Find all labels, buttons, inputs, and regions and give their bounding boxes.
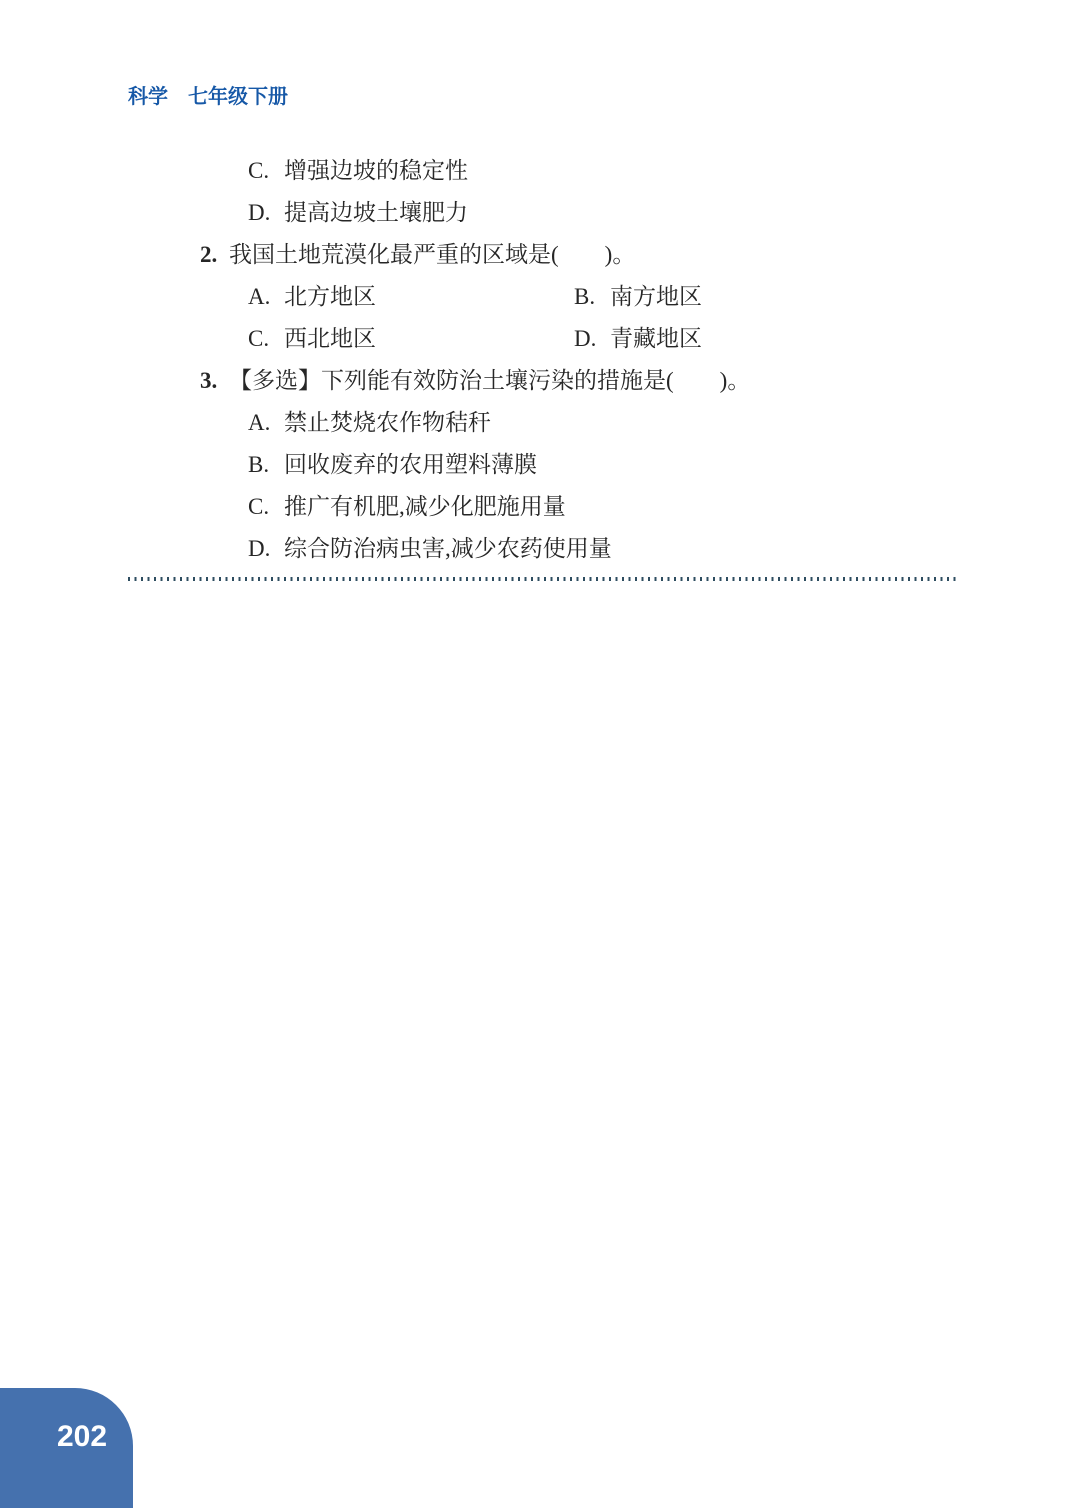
option-letter: B. [248,452,270,477]
option-text: 回收废弃的农用塑料薄膜 [284,452,537,477]
option-text: 增强边坡的稳定性 [284,158,468,183]
q2-option-b [574,276,702,318]
option-letter: A. [248,410,271,435]
question-number: 2. [200,242,218,267]
q3-option-b [248,444,537,486]
option-text: 推广有机肥,减少化肥施用量 [284,494,566,519]
dotted-divider [128,577,959,581]
option-text: 北方地区 [284,284,376,309]
q2-options-row-2 [0,318,1088,360]
q1-option-c [248,150,468,192]
q2-option-d [574,318,702,360]
option-letter: B. [574,284,596,309]
option-letter: C. [248,494,270,519]
option-text: 青藏地区 [610,326,702,351]
option-text: 西北地区 [284,326,376,351]
running-head-subject: 科学 [128,86,168,108]
multi-select-tag: 【多选】 [229,368,321,393]
option-letter: D. [248,536,271,561]
running-head-space [168,86,188,108]
q3-option-d [248,528,612,570]
option-letter: C. [248,326,270,351]
q2-option-a [248,276,376,318]
option-letter: A. [248,284,271,309]
question-stem-text: 我国土地荒漠化最严重的区域是( )。 [229,242,636,267]
running-head-grade: 七年级下册 [188,86,288,108]
option-text: 提高边坡土壤肥力 [284,200,468,225]
question-2-stem [200,234,635,276]
q2-option-c [248,318,376,360]
option-letter: D. [248,200,271,225]
q3-option-a [248,402,491,444]
option-letter: C. [248,158,270,183]
question-3-stem [200,360,750,402]
question-stem-text: 下列能有效防治土壤污染的措施是( )。 [321,368,751,393]
option-text: 南方地区 [610,284,702,309]
option-text: 禁止焚烧农作物秸秆 [284,410,491,435]
question-number: 3. [200,368,218,393]
page-number: 202 [56,1420,108,1453]
page-number-tab [0,1388,133,1508]
running-head [128,80,288,109]
q2-options-row-1 [0,276,1088,318]
q3-option-c [248,486,566,528]
option-text: 综合防治病虫害,减少农药使用量 [284,536,612,561]
q1-option-d [248,192,468,234]
option-letter: D. [574,326,597,351]
